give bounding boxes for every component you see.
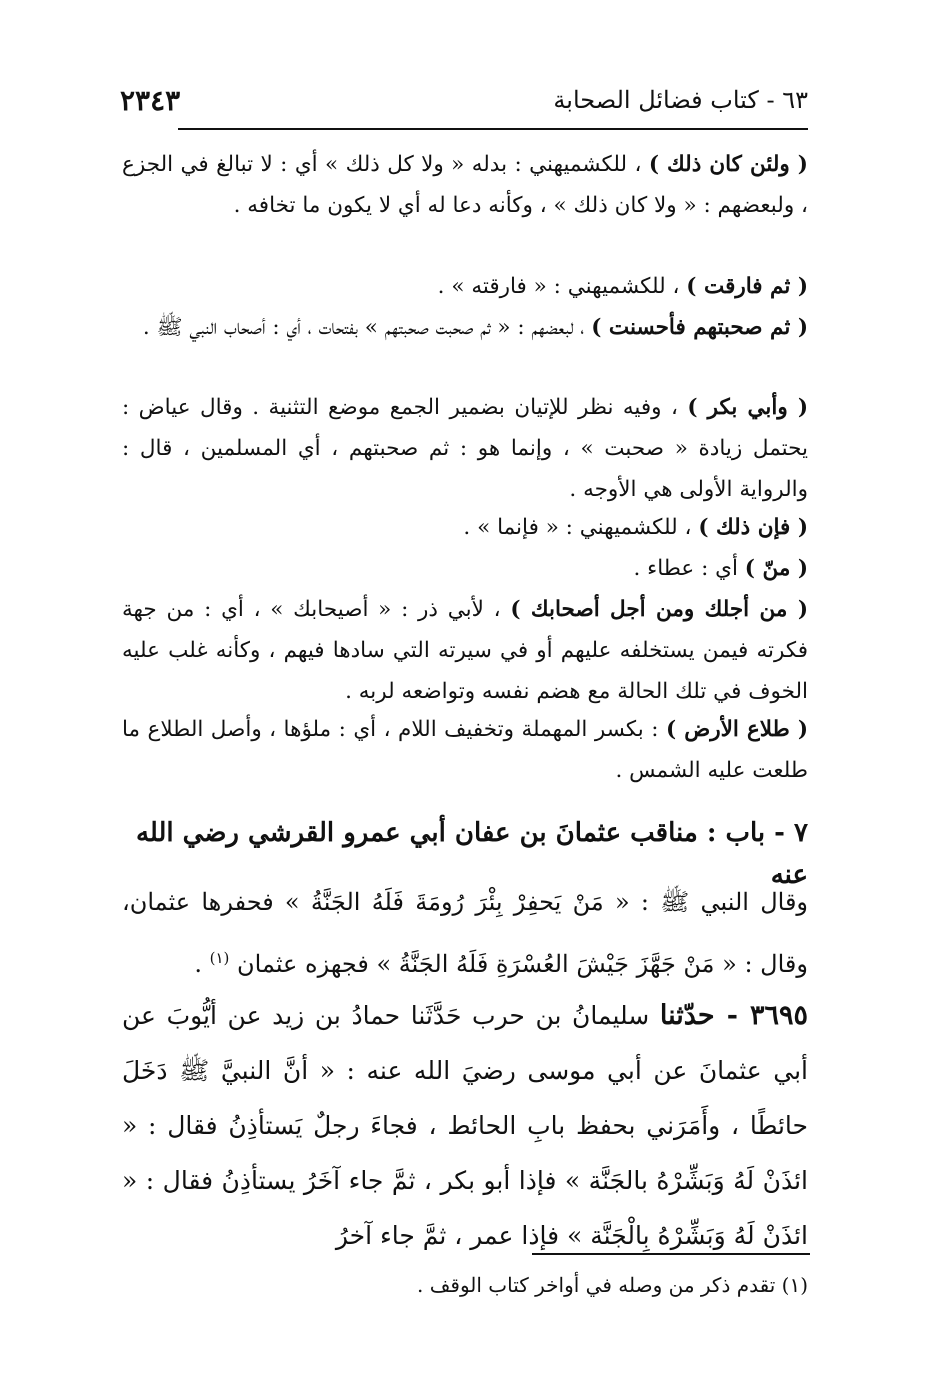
footnote: (١) تقدم ذكر من وصله في أواخر كتاب الوقف . <box>416 1273 808 1297</box>
commentary-paragraph <box>122 589 808 712</box>
chapter-intro-text: وقال النبي ﷺ : « مَنْ يَحفِرْ بِئْرَ رُومَةَ فَلَهُ الجَنَّةُ » فحفرها عثمان، وقال : « مَنْ جَهَّزَ جَيْشَ العُسْرَةِ فَلَهُ الجَنَّةُ » فجهزه عثمان <box>122 888 808 978</box>
chapter-intro-end: . <box>194 950 210 978</box>
commentary-text: ، وفيه نظر للإتيان بضمير الجمع موضع التثنية . وقال عياض : يحتمل زيادة « صحبت » ، وإنما هو : ثم صحبتهم ، أي المسلمين ، قال : والرواية الأولى هي الأوجه . <box>122 395 808 502</box>
commentary-text: ، للكشميهني : « فإنما » . <box>463 515 699 540</box>
commentary-term: ( فإن ذلك ) <box>698 515 808 540</box>
commentary-term: ( من أجلك ومن أجل أصحابك ) <box>510 597 808 622</box>
commentary-term: ( وأبي بكر ) <box>687 395 808 420</box>
page-header <box>120 84 808 124</box>
commentary-text: : بكسر المهملة وتخفيف اللام ، أي : ملؤها ، وأصل الطلاع ما طلعت عليه الشمس . <box>122 717 808 783</box>
commentary-paragraph <box>122 387 808 510</box>
commentary-paragraph <box>122 144 808 226</box>
commentary-text: ، للكشميهني : « فارقته » . <box>437 274 687 299</box>
commentary-term: ( منّ ) <box>744 556 808 581</box>
header-rule <box>178 128 808 130</box>
commentary-term: ( ثم فارقت ) <box>686 274 808 299</box>
footnote-reference: (١) <box>209 949 230 967</box>
commentary-term: ( طلاع الأرض ) <box>665 717 808 742</box>
commentary-text: ، للكشميهني : بدله « ولا كل ذلك » أي : لا تبالغ في الجزع ، ولبعضهم : « ولا كان ذلك » ، وكأنه دعا له أي لا يكون ما تخافه . <box>122 152 808 218</box>
commentary-text: ، لبعضهم : « ثم صحبت صحبتهم » بفتحات ، أي : أصحاب النبي ﷺ . <box>142 315 592 340</box>
running-title: ٦٣ - كتاب فضائل الصحابة <box>553 86 808 114</box>
commentary-paragraph <box>122 266 808 307</box>
hadith-text <box>122 988 808 1263</box>
commentary-paragraph <box>122 307 808 348</box>
hadith-body: سليمانُ بن حرب حَدَّثَنا حمادُ بن زيد عن أيُّوبَ عن أبي عثمانَ عن أبي موسى رضيَ الله عنه : « أنَّ النبيَّ ﷺ دَخَلَ حائطًا ، وأَمَرَني بحفظ بابِ الحائط ، فجاءَ رجلٌ يَستأذِنُ فقال : « ائذَنْ لَهُ وَبَشِّرْهُ بالجَنَّة » فإذا أبو بكر ، ثمَّ جاء آخَرُ يستأذِنُ فقال : « ائذَنْ لَهُ وَبَشِّرْهُ بِالْجَنَّة » فإذا عمر ، ثمَّ جاء آخرُ <box>122 1001 809 1250</box>
commentary-paragraph <box>122 548 808 589</box>
footnote-rule <box>532 1253 810 1255</box>
commentary-term: ( ثم صحبتهم فأحسنت ) <box>591 315 808 340</box>
commentary-term: ( ولئن كان ذلك ) <box>648 152 808 177</box>
chapter-intro <box>122 874 808 992</box>
commentary-paragraph <box>122 709 808 791</box>
hadith-number: ٣٦٩٥ - حدّثنا <box>659 1000 808 1031</box>
commentary-text: أي : عطاء . <box>633 556 745 581</box>
commentary-text: ، لأبي ذر : « أصيحابك » ، أي : من جهة فكرته فيمن يستخلفه عليهم أو في سيرته التي سادها فيهم ، وكأنه غلب عليه الخوف في تلك الحالة مع هضم نفسه وتواضعه لربه . <box>122 597 808 704</box>
page-number: ٢٣٤٣ <box>120 84 181 117</box>
chapter-heading: ٧ - باب : مناقب عثمانَ بن عفان أبي عمرو القرشي رضي الله عنه <box>135 818 808 890</box>
commentary-paragraph <box>122 507 808 548</box>
